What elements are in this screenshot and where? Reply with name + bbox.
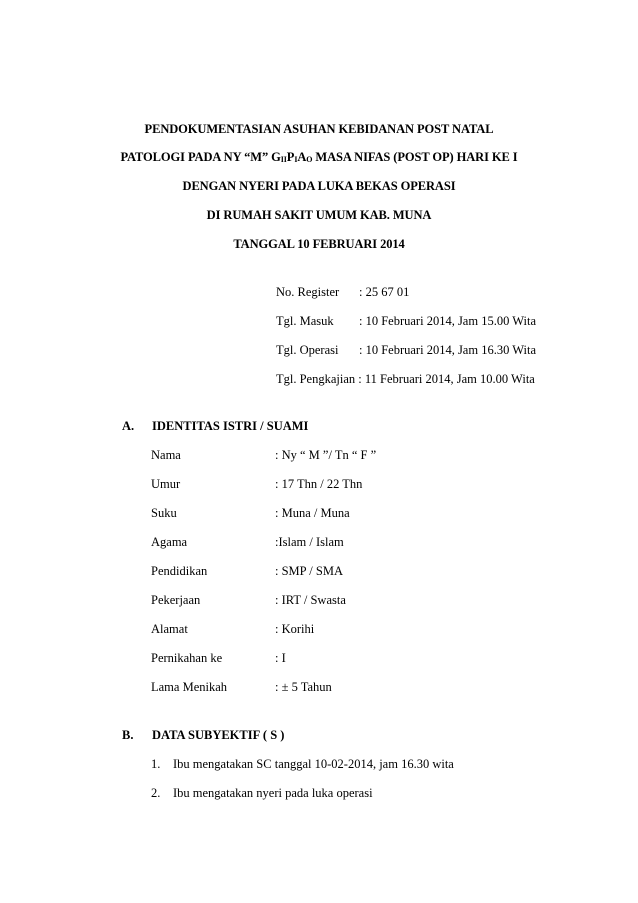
registration-label: Tgl. Masuk	[276, 314, 334, 328]
section-a-title: IDENTITAS ISTRI / SUAMI	[152, 419, 309, 433]
section-a-letter: A.	[122, 419, 135, 433]
title-line-5: TANGGAL 10 FEBRUARI 2014	[233, 237, 405, 251]
identity-row	[151, 680, 332, 695]
list-item	[151, 786, 373, 801]
identity-value: : IRT / Swasta	[275, 593, 346, 607]
identity-row	[151, 593, 346, 608]
title-line-1: PENDOKUMENTASIAN ASUHAN KEBIDANAN POST NATAL	[144, 122, 494, 136]
identity-value: : Ny “ M ”/ Tn “ F ”	[275, 448, 377, 462]
list-item	[151, 757, 454, 772]
registration-row	[276, 372, 535, 387]
identity-row	[151, 622, 314, 637]
registration-label: Tgl. Operasi	[276, 343, 339, 357]
identity-label: Suku	[151, 506, 177, 520]
abortus-subscript: O	[306, 155, 313, 164]
section-b-letter: B.	[122, 728, 134, 742]
registration-row	[276, 285, 409, 300]
gravida-subscript: II	[280, 155, 287, 164]
identity-value: : ± 5 Tahun	[275, 680, 332, 694]
identity-label: Lama Menikah	[151, 680, 228, 694]
identity-row	[151, 506, 350, 521]
identity-value: : Muna / Muna	[275, 506, 350, 520]
identity-row	[151, 535, 344, 550]
identity-value: : Korihi	[275, 622, 315, 636]
identity-label: Pendidikan	[151, 564, 208, 578]
para-subscript: I	[294, 155, 298, 164]
registration-label: No. Register	[276, 285, 340, 299]
identity-label: Pernikahan ke	[151, 651, 223, 665]
abortus-letter: A	[297, 150, 307, 164]
registration-row	[276, 343, 536, 358]
title-line-2-pre: PATOLOGI PADA NY “M” G	[120, 150, 281, 164]
registration-label: Tgl. Pengkajian	[276, 372, 356, 386]
title-line-4: DI RUMAH SAKIT UMUM KAB. MUNA	[206, 208, 432, 222]
registration-value: : 11 Februari 2014, Jam 10.00 Wita	[355, 372, 535, 386]
list-number: 2.	[151, 786, 161, 800]
registration-value: : 10 Februari 2014, Jam 15.00 Wita	[359, 314, 537, 328]
title-line-3: DENGAN NYERI PADA LUKA BEKAS OPERASI	[182, 179, 456, 193]
identity-value: : SMP / SMA	[275, 564, 343, 578]
identity-label: Umur	[151, 477, 181, 491]
identity-row	[151, 477, 362, 492]
identity-label: Pekerjaan	[151, 593, 201, 607]
registration-value: : 10 Februari 2014, Jam 16.30 Wita	[359, 343, 537, 357]
identity-row	[151, 651, 286, 666]
title-line-2-post: MASA NIFAS (POST OP) HARI KE I	[312, 150, 518, 164]
registration-value: : 25 67 01	[359, 285, 410, 299]
list-text: Ibu mengatakan nyeri pada luka operasi	[173, 786, 373, 800]
section-b-heading	[122, 728, 284, 743]
identity-row	[151, 448, 376, 463]
list-number: 1.	[151, 757, 161, 771]
identity-value: : I	[275, 651, 286, 665]
identity-label: Agama	[151, 535, 188, 549]
registration-row	[276, 314, 536, 329]
para-letter: P	[286, 150, 295, 164]
identity-label: Nama	[151, 448, 181, 462]
identity-label: Alamat	[151, 622, 188, 636]
section-b-title: DATA SUBYEKTIF ( S )	[152, 728, 285, 742]
identity-value: : 17 Thn / 22 Thn	[275, 477, 363, 491]
identity-row	[151, 564, 343, 579]
identity-value: :Islam / Islam	[275, 535, 344, 549]
title-line-2	[0, 150, 638, 165]
list-text: Ibu mengatakan SC tanggal 10-02-2014, jam 16.30 wita	[173, 757, 454, 771]
section-a-heading	[122, 419, 308, 434]
